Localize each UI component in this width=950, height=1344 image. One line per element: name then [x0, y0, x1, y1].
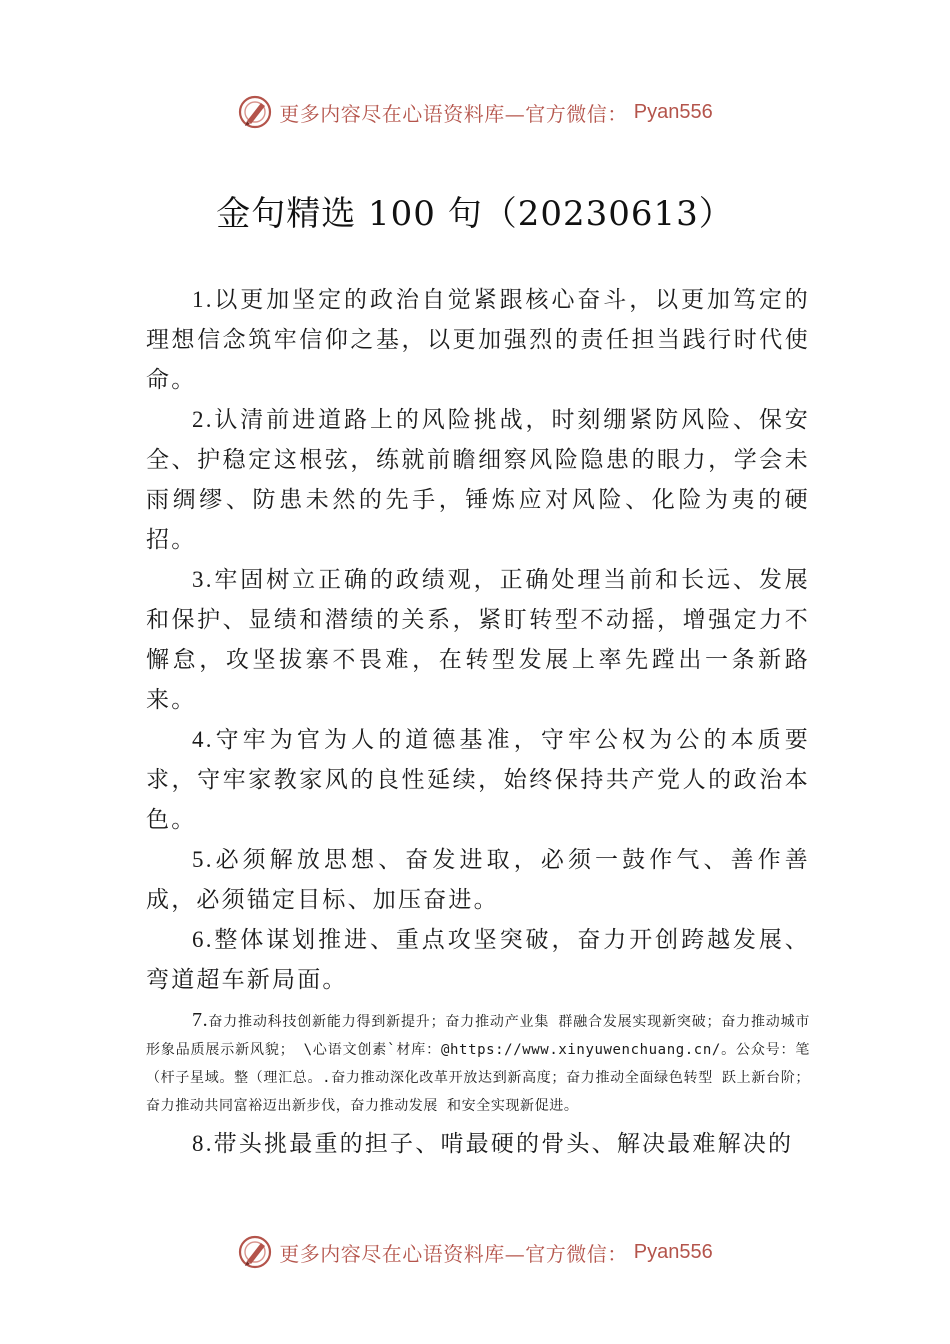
- list-item: 5.必须解放思想、奋发进取，必须一鼓作气、善作善成，必须锚定目标、加压奋进。: [146, 847, 810, 913]
- footer-watermark: [0, 1234, 950, 1270]
- list-item: 1.以更加坚定的政治自觉紧跟核心奋斗，以更加笃定的理想信念筑牢信仰之基，以更加强烈的责任担当践行时代使命。: [146, 287, 810, 393]
- list-item: 4.守牢为官为人的道德基准，守牢公权为公的本质要求，守牢家教家风的良性延续，始终保持共产党人的政治本色。: [146, 727, 810, 833]
- list-item: 2.认清前进道路上的风险挑战，时刻绷紧防风险、保安全、护稳定这根弦，练就前瞻细察风险隐患的眼力，学会未雨绸缪、防患未然的先手，锤炼应对风险、化险为夷的硬招。: [146, 407, 810, 553]
- watermark-handle-text: Pyan556: [633, 100, 713, 123]
- watermark-brand-text: 更多内容尽在心语资料库—官方微信：: [279, 1241, 628, 1266]
- document-body: [146, 280, 810, 1164]
- watermark-brand-text: 更多内容尽在心语资料库—官方微信：: [279, 101, 628, 126]
- list-item: 6.整体谋划推进、重点攻坚突破，奋力开创跨越发展、弯道超车新局面。: [146, 927, 810, 993]
- list-item: 7.奋力推动科技创新能力得到新提升；奋力推动产业集 群融合发展实现新突破；奋力推动城市形象品质展示新风貌； \心语文创素`材库：@https://www.xinyuwenchuang.cn/。公众号：笔（杆子星域。整（理汇总。.奋力推动深化改革开放达到新高度；奋力推动全面绿色转型 跃上新台阶；奋力推动共同富裕迈出新步伐，奋力推动发展 和安全实现新促进。: [146, 1009, 810, 1114]
- header-watermark: [0, 94, 950, 130]
- pen-nib-logo-icon: [237, 1234, 273, 1270]
- list-item: 3.牢固树立正确的政绩观，正确处理当前和长远、发展和保护、显绩和潜绩的关系，紧盯转型不动摇，增强定力不懈怠，攻坚拔寨不畏难，在转型发展上率先蹚出一条新路来。: [146, 567, 810, 713]
- pen-nib-logo-icon: [237, 94, 273, 130]
- list-item: 8.带头挑最重的担子、啃最硬的骨头、解决最难解决的: [192, 1131, 794, 1157]
- document-title: 金句精选 100 句（20230613）: [216, 194, 734, 234]
- watermark-handle-text: Pyan556: [633, 1240, 713, 1263]
